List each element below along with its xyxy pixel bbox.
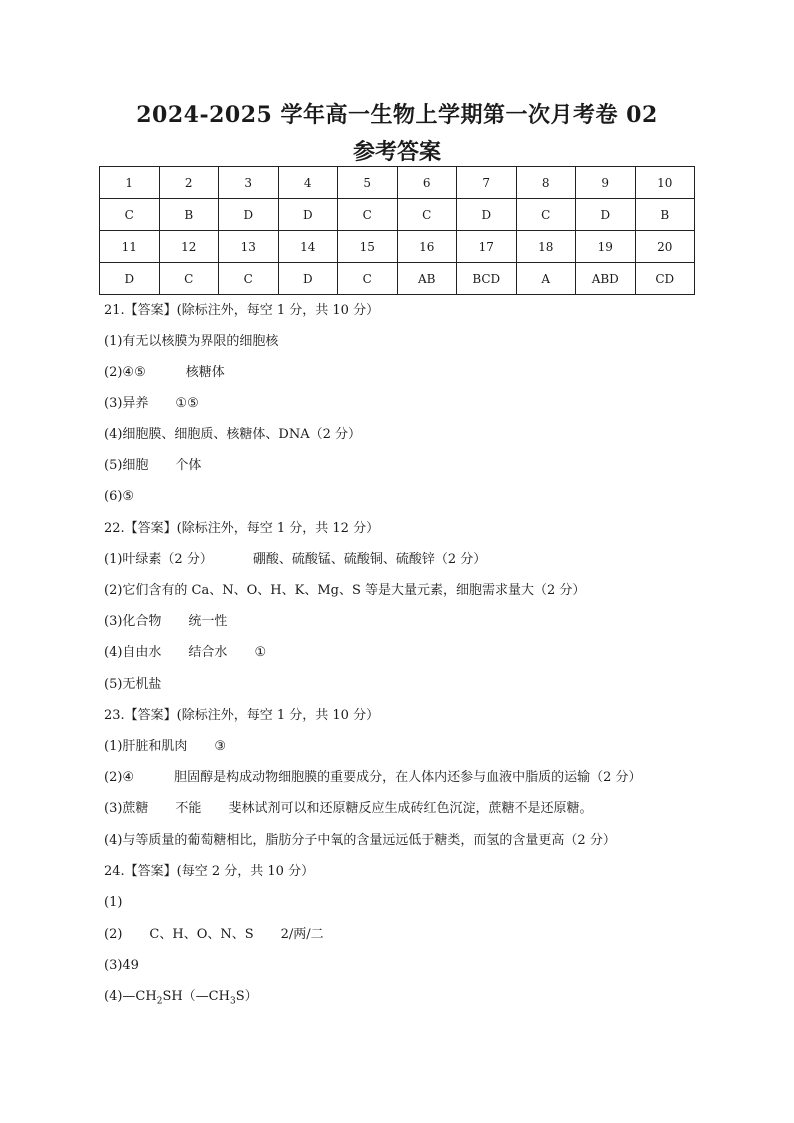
q22-answer-5: (5)无机盐 — [104, 677, 162, 692]
q21-answer-4: (4)细胞膜、细胞质、核糖体、DNA（2 分） — [104, 427, 362, 442]
answer-part: 斐林试剂可以和还原糖反应生成砖红色沉淀，蔗糖不是还原糖。 — [228, 801, 593, 816]
table-cell: ABD — [576, 263, 636, 295]
answer-part: (3)化合物 — [104, 614, 162, 629]
q21-answer-6: (6)⑤ — [104, 489, 135, 504]
page-title: 2024-2025 学年高一生物上学期第一次月考卷 02 — [136, 102, 658, 128]
answer-part: 不能 — [175, 801, 202, 816]
page-subtitle: 参考答案 — [352, 139, 441, 165]
q24-answer-1: (1) — [104, 895, 123, 910]
answer-part: 个体 — [175, 458, 202, 473]
q23-answer-3 — [104, 800, 592, 818]
table-cell: D — [219, 199, 279, 231]
table-row — [100, 263, 695, 295]
table-cell: 15 — [338, 231, 398, 263]
table-cell: 19 — [576, 231, 636, 263]
q21-answer-1: (1)有无以核膜为界限的细胞核 — [104, 334, 279, 349]
table-row — [100, 199, 695, 231]
answer-table — [99, 166, 695, 295]
table-cell: D — [457, 199, 517, 231]
q22-header: 22.【答案】(除标注外，每空 1 分，共 12 分） — [104, 521, 380, 536]
answer-part: (2) — [104, 927, 123, 942]
q24-answer-4 — [104, 988, 258, 1011]
answer-part: (3)异养 — [104, 396, 149, 411]
q24-answer-3: (3)49 — [104, 958, 139, 973]
q21-header: 21.【答案】(除标注外，每空 1 分，共 10 分） — [104, 303, 380, 318]
table-cell: C — [219, 263, 279, 295]
answer-part: (3)蔗糖 — [104, 801, 149, 816]
answer-part: (2)④⑤ — [104, 365, 146, 380]
subscript: 3 — [229, 996, 236, 1007]
answer-part: (5)细胞 — [104, 458, 149, 473]
table-cell: 6 — [397, 167, 457, 199]
table-cell: 13 — [219, 231, 279, 263]
table-cell: D — [278, 263, 338, 295]
table-cell: 20 — [635, 231, 695, 263]
answer-part: ① — [254, 645, 267, 660]
table-cell: C — [397, 199, 457, 231]
table-cell: 12 — [159, 231, 219, 263]
q24-header: 24.【答案】(每空 2 分，共 10 分） — [104, 864, 315, 879]
answer-part: ③ — [214, 739, 227, 754]
q22-answer-1 — [104, 551, 486, 569]
table-cell: 2 — [159, 167, 219, 199]
table-cell: C — [338, 263, 398, 295]
answer-part: (4)自由水 — [104, 645, 162, 660]
table-cell: BCD — [457, 263, 517, 295]
table-row — [100, 231, 695, 263]
answer-part: 统一性 — [188, 614, 228, 629]
answer-part: 结合水 — [188, 645, 228, 660]
q24-answer-2 — [104, 926, 324, 944]
table-cell: 7 — [457, 167, 517, 199]
answer-part: 硼酸、硫酸锰、硫酸铜、硫酸锌（2 分） — [252, 552, 487, 567]
answer-part: ①⑤ — [175, 396, 199, 411]
answer-part: SH（—CH — [162, 989, 230, 1004]
q21-answer-5 — [104, 457, 201, 475]
table-cell: 1 — [100, 167, 160, 199]
table-cell: D — [576, 199, 636, 231]
answer-part: 胆固醇是构成动物细胞膜的重要成分，在人体内还参与血液中脂质的运输（2 分） — [174, 770, 642, 785]
q22-answer-2: (2)它们含有的 Ca、N、O、H、K、Mg、S 等是大量元素，细胞需求量大（2 分） — [104, 583, 586, 598]
q23-answer-2 — [104, 769, 641, 787]
table-cell: CD — [635, 263, 695, 295]
answer-part: 2/两/二 — [280, 927, 324, 942]
table-cell: AB — [397, 263, 457, 295]
subscript: 2 — [156, 996, 163, 1007]
answer-part: 核糖体 — [185, 365, 225, 380]
table-cell: A — [516, 263, 576, 295]
table-cell: D — [100, 263, 160, 295]
q22-answer-3 — [104, 613, 227, 631]
q23-header: 23.【答案】(除标注外，每空 1 分，共 10 分） — [104, 708, 380, 723]
answer-part: S） — [235, 989, 258, 1004]
q21-answer-3 — [104, 395, 199, 413]
table-row — [100, 167, 695, 199]
table-cell: 14 — [278, 231, 338, 263]
table-cell: 8 — [516, 167, 576, 199]
table-cell: 18 — [516, 231, 576, 263]
q23-answer-4: (4)与等质量的葡萄糖相比，脂肪分子中氧的含量远远低于糖类，而氢的含量更高（2 分） — [104, 833, 616, 848]
table-cell: 10 — [635, 167, 695, 199]
table-cell: 17 — [457, 231, 517, 263]
table-cell: C — [159, 263, 219, 295]
answer-part: (1)叶绿素（2 分） — [104, 552, 213, 567]
table-cell: 9 — [576, 167, 636, 199]
table-cell: 4 — [278, 167, 338, 199]
answer-part: (1)肝脏和肌肉 — [104, 739, 188, 754]
table-cell: 5 — [338, 167, 398, 199]
table-cell: C — [338, 199, 398, 231]
q22-answer-4 — [104, 644, 266, 662]
q23-answer-1 — [104, 738, 226, 756]
table-cell: B — [635, 199, 695, 231]
table-cell: B — [159, 199, 219, 231]
table-cell: 3 — [219, 167, 279, 199]
answer-part: C、H、O、N、S — [149, 927, 254, 942]
table-cell: C — [516, 199, 576, 231]
answer-part: (4)—CH — [104, 989, 157, 1004]
answer-part: (2)④ — [104, 770, 135, 785]
q21-answer-2 — [104, 364, 225, 382]
table-cell: D — [278, 199, 338, 231]
table-cell: 16 — [397, 231, 457, 263]
table-cell: C — [100, 199, 160, 231]
table-cell: 11 — [100, 231, 160, 263]
